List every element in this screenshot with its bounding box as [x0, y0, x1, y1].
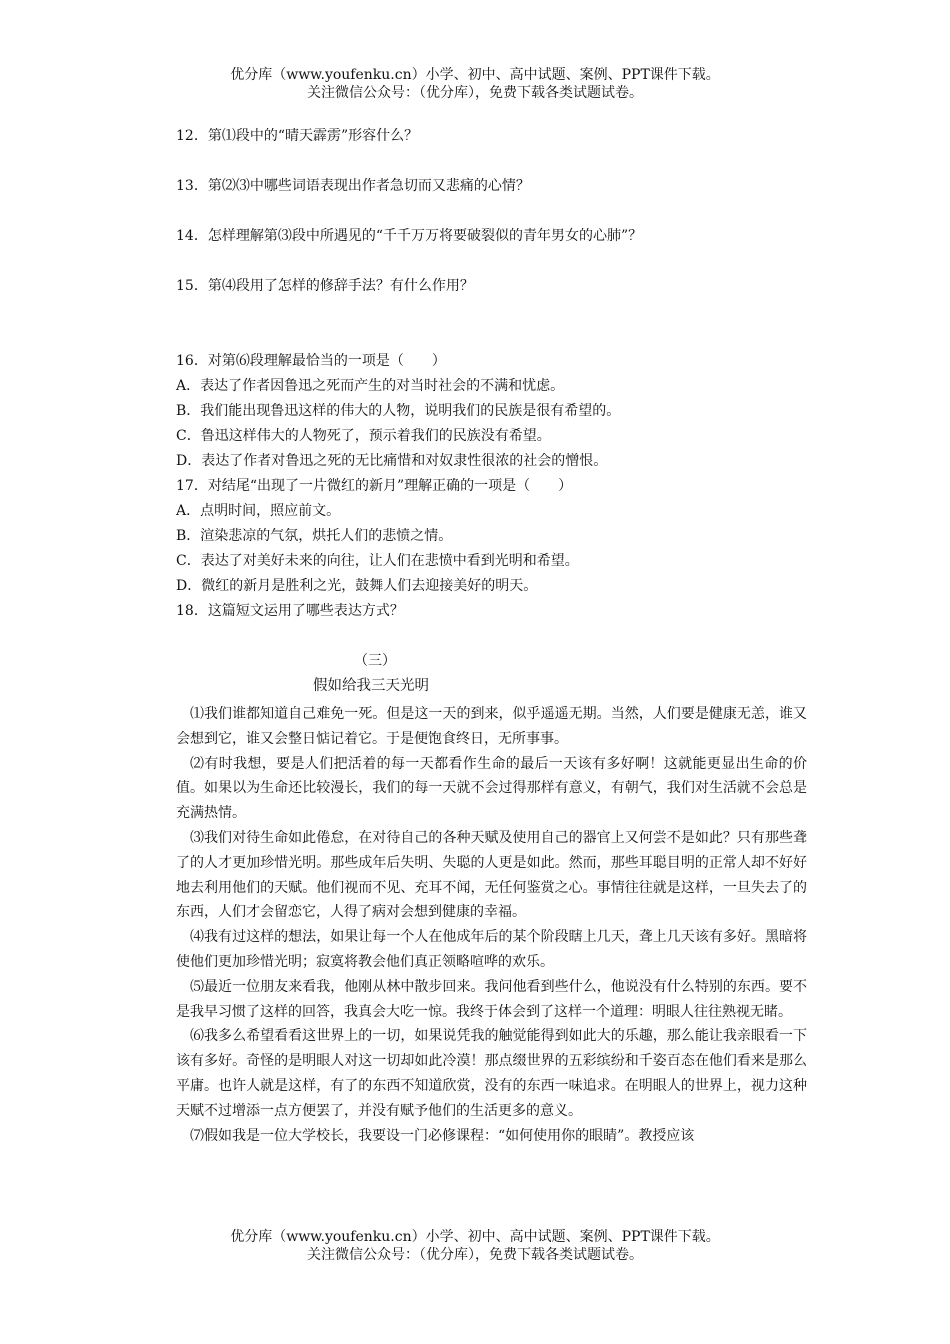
passage-paragraph-1: ⑴我们谁都知道自己难免一死。但是这一天的到来，似乎遥遥无期。当然，人们要是健康无恙，谁又会想到它，谁又会整日惦记着它。于是便饱食终日，无所事事。: [176, 706, 807, 747]
question-12: 12．第⑴段中的“晴天霹雳”形容什么？: [176, 128, 419, 144]
passage-paragraph-2: ⑵有时我想，要是人们把活着的每一天都看作生命的最后一天该有多好啊！这就能更显出生命的价值。如果以为生命还比较漫长，我们的每一天就不会过得那样有意义，有朝气，我们对生活就不会总是充满热情。: [176, 755, 807, 822]
question-17-stem: 17．对结尾“出现了一片微红的新月”理解正确的一项是（ ）: [176, 478, 573, 494]
question-15: 15．第⑷段用了怎样的修辞手法？有什么作用？: [176, 278, 474, 294]
question-17-option-c: C．表达了对美好未来的向往，让人们在悲愤中看到光明和希望。: [176, 553, 579, 569]
section-number: （三）: [354, 653, 396, 669]
question-13: 13．第⑵⑶中哪些词语表现出作者急切而又悲痛的心情？: [176, 178, 530, 194]
question-18: 18．这篇短文运用了哪些表达方式？: [176, 603, 404, 619]
question-16-option-c: C．鲁迅这样伟大的人物死了，预示着我们的民族没有希望。: [176, 428, 551, 444]
footer-line-2: 关注微信公众号：（优分库），免费下载各类试题试卷。: [307, 1247, 643, 1263]
question-16-option-a: A．表达了作者因鲁迅之死而产生的对当时社会的不满和忧虑。: [176, 378, 565, 394]
question-17-option-b: B．渲染悲凉的气氛，烘托人们的悲愤之情。: [176, 528, 453, 544]
passage-title: 假如给我三天光明: [313, 678, 429, 694]
passage-paragraph-7: ⑺假如我是一位大学校长，我要设一门必修课程：“如何使用你的眼睛”。教授应该: [190, 1127, 695, 1144]
question-17-option-a: A．点明时间，照应前文。: [176, 503, 341, 519]
header-line-2: 关注微信公众号：（优分库），免费下载各类试题试卷。: [307, 85, 643, 101]
question-17-option-d: D．微红的新月是胜利之光，鼓舞人们去迎接美好的明天。: [176, 578, 538, 594]
passage-paragraph-4: ⑷我有过这样的想法，如果让每一个人在他成年后的某个阶段瞎上几天，聋上几天该有多好。黑暗将使他们更加珍惜光明；寂寞将教会他们真正领略喧哗的欢乐。: [176, 929, 807, 970]
footer-line-1: 优分库（www.youfenku.cn）小学、初中、高中试题、案例、PPT课件下载。: [230, 1229, 720, 1245]
question-14: 14．怎样理解第⑶段中所遇见的“千千万万将要破裂似的青年男女的心肺”？: [176, 228, 643, 244]
question-16-stem: 16．对第⑹段理解最恰当的一项是（ ）: [176, 353, 446, 369]
page-header: [0, 66, 950, 102]
question-16-option-d: D．表达了作者对鲁迅之死的无比痛惜和对奴隶性很浓的社会的憎恨。: [176, 453, 608, 469]
passage-paragraph-3: ⑶我们对待生命如此倦怠，在对待自己的各种天赋及使用自己的器官上又何尝不是如此？只有那些聋了的人才更加珍惜光明。那些成年后失明、失聪的人更是如此。然而，那些耳聪目明的正常人却不好好地去利用他们的天赋。他们视而不见、充耳不闻，无任何鉴赏之心。事情往往就是这样，一旦失去了的东西，人们才会留恋它，人得了病对会想到健康的幸福。: [176, 829, 807, 921]
passage-paragraph-6: ⑹我多么希望看看这世界上的一切，如果说凭我的触觉能得到如此大的乐趣，那么能让我亲眼看一下该有多好。奇怪的是明眼人对这一切却如此冷漠！那点缀世界的五彩缤纷和千姿百态在他们看来是那么平庸。也许人就是这样，有了的东西不知道欣赏，没有的东西一味追求。在明眼人的世界上，视力这种天赋不过增添一点方便罢了，并没有赋予他们的生活更多的意义。: [176, 1028, 807, 1119]
passage-body: [176, 702, 807, 1148]
page-footer: [0, 1228, 950, 1264]
header-line-1: 优分库（www.youfenku.cn）小学、初中、高中试题、案例、PPT课件下载。: [230, 67, 720, 83]
question-16-option-b: B．我们能出现鲁迅这样的伟大的人物，说明我们的民族是很有希望的。: [176, 403, 621, 419]
passage-paragraph-5: ⑸最近一位朋友来看我，他刚从林中散步回来。我问他看到些什么，他说没有什么特别的东西。要不是我早习惯了这样的回答，我真会大吃一惊。我终于体会到了这样一个道理：明眼人往往熟视无睹。: [176, 978, 807, 1020]
